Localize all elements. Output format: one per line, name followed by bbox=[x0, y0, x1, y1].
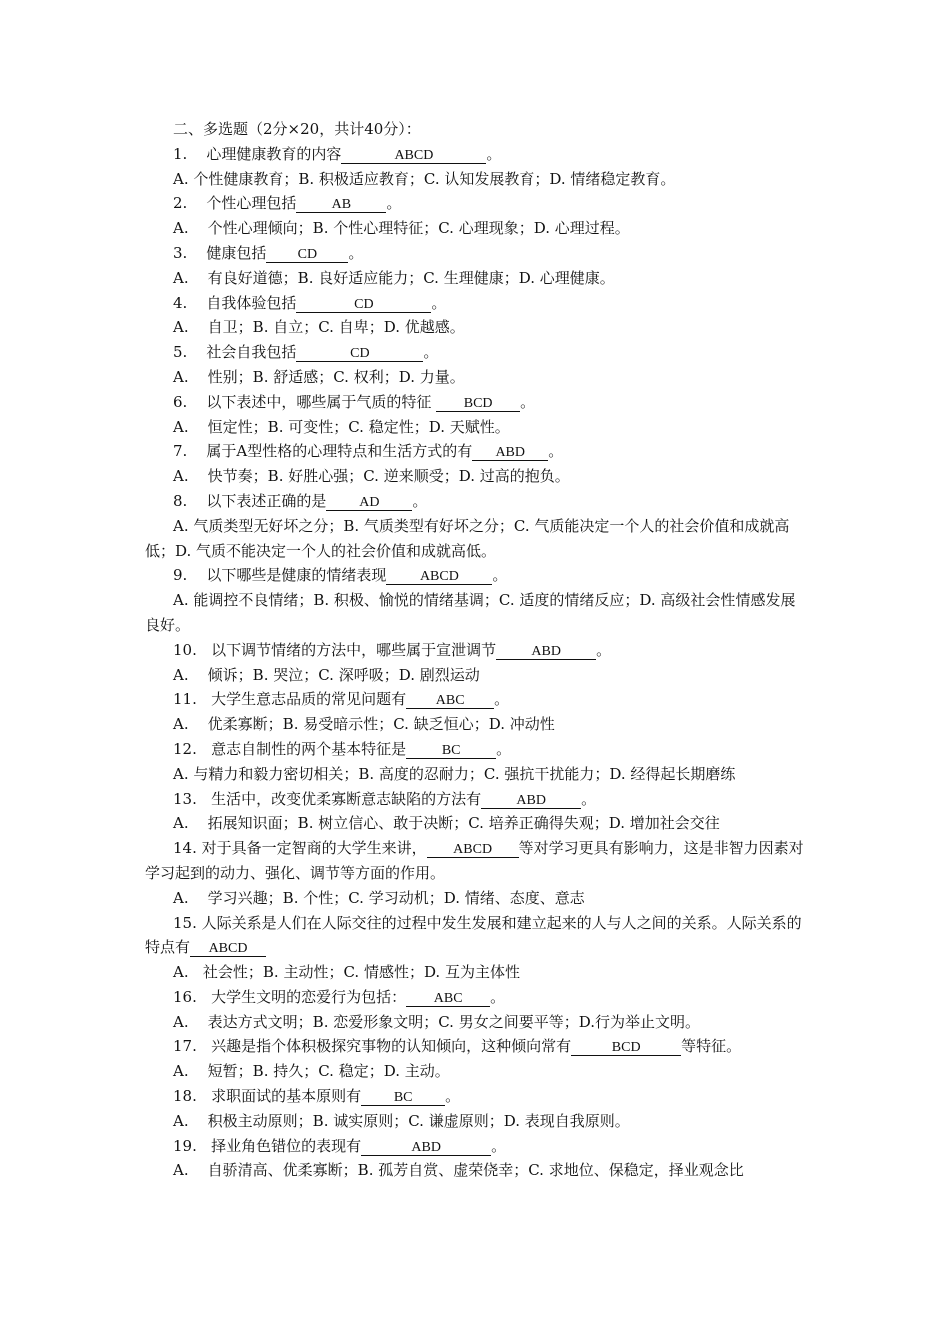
question-suffix: 。 bbox=[491, 1136, 507, 1155]
question-5 bbox=[145, 340, 810, 365]
question-7 bbox=[145, 439, 810, 464]
options-7: A. 快节奏；B. 好胜心强；C. 逆来顺受；D. 过高的抱负。 bbox=[173, 467, 570, 486]
question-suffix: 等特征。 bbox=[681, 1037, 742, 1056]
question-text: 5. 社会自我包括 bbox=[173, 343, 297, 362]
question-suffix: 。 bbox=[412, 491, 428, 510]
question-text: 7. 属于A型性格的心理特点和生活方式的有 bbox=[173, 442, 473, 461]
options-4: A. 自卫；B. 自立；C. 自卑；D. 优越感。 bbox=[173, 318, 465, 337]
question-1 bbox=[145, 142, 810, 167]
question-4 bbox=[145, 291, 810, 316]
question-14 bbox=[145, 836, 810, 886]
question-16 bbox=[145, 985, 810, 1010]
question-suffix: 。 bbox=[348, 243, 364, 262]
answer-blank: ABCD bbox=[386, 569, 492, 585]
answer-blank: BC bbox=[406, 743, 496, 759]
options-12: A. 与精力和毅力密切相关；B. 高度的忍耐力；C. 强抗干扰能力；D. 经得起长期磨练 bbox=[173, 764, 736, 783]
question-suffix: 。 bbox=[431, 293, 447, 312]
answer-blank: BCD bbox=[436, 396, 520, 412]
answer-blank: CD bbox=[296, 346, 423, 362]
question-suffix: 。 bbox=[423, 343, 439, 362]
question-3 bbox=[145, 241, 810, 266]
question-suffix: 。 bbox=[386, 194, 402, 213]
question-suffix: 。 bbox=[581, 789, 597, 808]
question-text: 6. 以下表述中，哪些属于气质的特征 bbox=[173, 392, 437, 411]
answer-blank: BCD bbox=[571, 1040, 681, 1056]
question-text: 10. 以下调节情绪的方法中，哪些属于宣泄调节 bbox=[173, 640, 497, 659]
question-text: 19. 择业角色错位的表现有 bbox=[173, 1136, 362, 1155]
question-11 bbox=[145, 687, 810, 712]
options-1: A. 个性健康教育；B. 积极适应教育；C. 认知发展教育；D. 情绪稳定教育。 bbox=[173, 169, 676, 188]
question-text: 18. 求职面试的基本原则有 bbox=[173, 1087, 362, 1106]
question-text: 8. 以下表述正确的是 bbox=[173, 491, 327, 510]
question-18 bbox=[145, 1084, 810, 1109]
answer-blank: ABCD bbox=[341, 148, 486, 164]
answer-blank: BC bbox=[361, 1090, 445, 1106]
section-heading: 二、多选题（2分×20，共计40分）： bbox=[173, 120, 421, 138]
options-11: A. 优柔寡断；B. 易受暗示性；C. 缺乏恒心；D. 冲动性 bbox=[173, 715, 555, 734]
answer-blank: ABC bbox=[406, 693, 494, 709]
question-text: 14. 对于具备一定智商的大学生来讲， bbox=[173, 839, 427, 858]
options-3: A. 有良好道德；B. 良好适应能力；C. 生理健康；D. 心理健康。 bbox=[173, 268, 615, 287]
answer-blank: ABCD bbox=[190, 941, 266, 957]
answer-blank: ABD bbox=[481, 793, 581, 809]
options-19: A. 自骄清高、优柔寡断；B. 孤芳自赏、虚荣侥幸；C. 求地位、保稳定，择业观念比 bbox=[173, 1161, 744, 1180]
options-2: A. 个性心理倾向；B. 个性心理特征；C. 心理现象；D. 心理过程。 bbox=[173, 219, 630, 238]
answer-blank: CD bbox=[296, 297, 431, 313]
question-12 bbox=[145, 737, 810, 762]
question-text: 13. 生活中，改变优柔寡断意志缺陷的方法有 bbox=[173, 789, 482, 808]
question-text: 11. 大学生意志品质的常见问题有 bbox=[173, 690, 407, 709]
options-17: A. 短暂；B. 持久；C. 稳定；D. 主动。 bbox=[173, 1062, 450, 1081]
question-13 bbox=[145, 787, 810, 812]
options-8: A. 气质类型无好坏之分；B. 气质类型有好坏之分；C. 气质能决定一个人的社会价值和成就高低；D. 气质不能决定一个人的社会价值和成就高低。 bbox=[145, 516, 790, 560]
question-2 bbox=[145, 191, 810, 216]
question-text: 12. 意志自制性的两个基本特征是 bbox=[173, 739, 407, 758]
answer-blank: AB bbox=[296, 197, 386, 213]
question-suffix: 。 bbox=[496, 739, 512, 758]
question-9 bbox=[145, 563, 810, 588]
question-text: 3. 健康包括 bbox=[173, 243, 267, 262]
options-16: A. 表达方式文明；B. 恋爱形象文明；C. 男女之间要平等；D.行为举止文明。 bbox=[173, 1012, 700, 1031]
question-suffix: 。 bbox=[445, 1087, 461, 1106]
answer-blank: ABD bbox=[496, 644, 596, 660]
question-6 bbox=[145, 390, 810, 415]
options-10: A. 倾诉；B. 哭泣；C. 深呼吸；D. 剧烈运动 bbox=[173, 665, 480, 684]
question-suffix: 等对学习更具有影响力，这是非智力因素对学习起到的动力、强化、调节等方面的作用。 bbox=[145, 839, 804, 882]
answer-blank: ABC bbox=[406, 991, 490, 1007]
question-suffix: 。 bbox=[490, 987, 506, 1006]
question-19 bbox=[145, 1134, 810, 1159]
question-text: 1. 心理健康教育的内容 bbox=[173, 144, 342, 163]
answer-blank: ABD bbox=[472, 445, 548, 461]
question-suffix: 。 bbox=[548, 442, 564, 461]
options-18: A. 积极主动原则；B. 诚实原则；C. 谦虚原则；D. 表现自我原则。 bbox=[173, 1111, 630, 1130]
question-text: 17. 兴趣是指个体积极探究事物的认知倾向，这种倾向常有 bbox=[173, 1037, 572, 1056]
answer-blank: ABD bbox=[361, 1140, 491, 1156]
question-17 bbox=[145, 1034, 810, 1059]
question-suffix: 。 bbox=[520, 392, 536, 411]
question-text: 4. 自我体验包括 bbox=[173, 293, 297, 312]
question-text: 9. 以下哪些是健康的情绪表现 bbox=[173, 566, 387, 585]
answer-blank: AD bbox=[326, 495, 412, 511]
question-15 bbox=[145, 911, 810, 961]
question-8 bbox=[145, 489, 810, 514]
options-9: A. 能调控不良情绪；B. 积极、愉悦的情绪基调；C. 适度的情绪反应；D. 高级社会性情感发展良好。 bbox=[145, 591, 796, 634]
question-10 bbox=[145, 638, 810, 663]
question-suffix: 。 bbox=[492, 566, 508, 585]
options-14: A. 学习兴趣；B. 个性；C. 学习动机；D. 情绪、态度、意志 bbox=[173, 888, 585, 907]
options-15: A. 社会性；B. 主动性；C. 情感性；D. 互为主体性 bbox=[173, 963, 520, 982]
question-suffix: 。 bbox=[596, 640, 612, 659]
document-page bbox=[145, 117, 810, 1183]
answer-blank: ABCD bbox=[427, 842, 519, 858]
question-text: 16. 大学生文明的恋爱行为包括： bbox=[173, 987, 407, 1006]
options-6: A. 恒定性；B. 可变性；C. 稳定性；D. 天赋性。 bbox=[173, 417, 510, 436]
question-text: 2. 个性心理包括 bbox=[173, 194, 297, 213]
options-5: A. 性别；B. 舒适感；C. 权利；D. 力量。 bbox=[173, 367, 465, 386]
question-suffix: 。 bbox=[486, 144, 502, 163]
options-13: A. 拓展知识面；B. 树立信心、敢于决断；C. 培养正确得失观；D. 增加社会交往 bbox=[173, 814, 720, 833]
question-text: 15. 人际关系是人们在人际交往的过程中发生发展和建立起来的人与人之间的关系。人际关系的特点有 bbox=[145, 913, 802, 957]
answer-blank: CD bbox=[266, 247, 348, 263]
question-suffix: 。 bbox=[494, 690, 510, 709]
